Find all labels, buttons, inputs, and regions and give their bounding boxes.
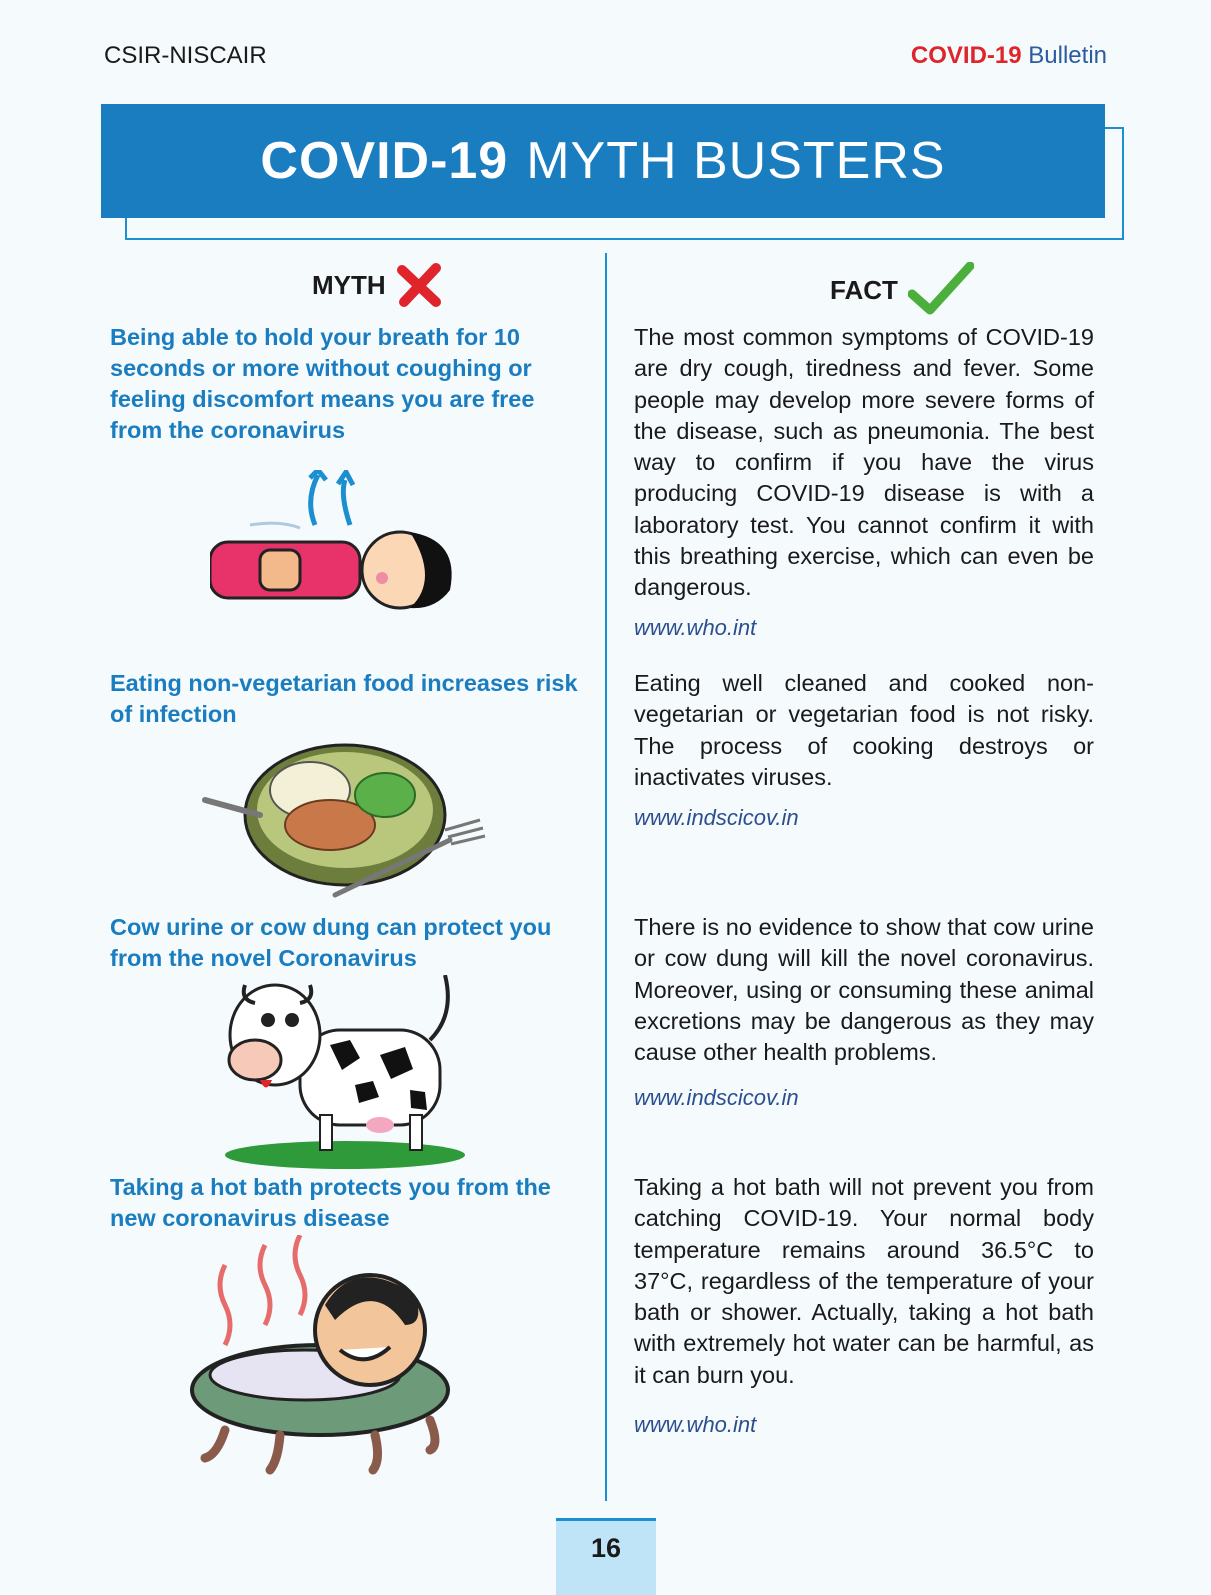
fact-label: FACT	[830, 274, 898, 305]
bulletin-title	[911, 42, 1107, 70]
title-rest: MYTH BUSTERS	[526, 132, 946, 190]
page-title	[101, 104, 1105, 218]
bulletin-highlight: COVID-19	[910, 42, 1022, 69]
cow-illustration	[220, 975, 470, 1170]
myth-text: Eating non-vegetarian food increases risk of infection	[110, 670, 578, 727]
source-link[interactable]: www.who.int	[634, 1412, 757, 1437]
column-divider	[605, 253, 607, 1501]
bulletin-rest: Bulletin	[1028, 42, 1107, 69]
myth-text: Cow urine or cow dung can protect you from the novel Coronavirus	[110, 914, 552, 971]
source-link[interactable]: www.indscicov.in	[634, 805, 799, 830]
breath-hold-illustration	[210, 470, 470, 620]
publisher-name: CSIR-NISCAIR	[104, 42, 267, 69]
fact-text: The most common symptoms of COVID-19 are dry cough, tiredness and fever. Some people may develop more severe forms of the disease, such as pneumonia. The best way to confirm if you have the virus producing COVID-19 disease is with a laboratory test. You cannot confirm it with this breathing exercise, which can even be dangerous.	[634, 324, 1094, 601]
fact-text: There is no evidence to show that cow urine or cow dung will kill the novel coronavirus. Moreover, using or consuming these animal excretions may be dangerous as they may cause other health problems.	[634, 914, 1094, 1066]
hot-bath-illustration	[185, 1235, 455, 1495]
source-link[interactable]: www.indscicov.in	[634, 1085, 799, 1110]
myth-label: MYTH	[312, 269, 386, 300]
source-link[interactable]: www.who.int	[634, 615, 757, 640]
myth-text: Taking a hot bath protects you from the new coronavirus disease	[110, 1174, 551, 1231]
fact-text: Taking a hot bath will not prevent you from catching COVID-19. Your normal body temperature remains around 36.5°C to 37°C, regardless of the temperature of your bath or shower. Actually, taking a hot bath with extremely hot water can be harmful, as it can burn you.	[634, 1174, 1094, 1388]
myth-text: Being able to hold your breath for 10 seconds or more without coughing or feeling discomfort means you are free from the coronavirus	[110, 324, 535, 443]
title-bold: COVID-19	[260, 132, 509, 190]
cross-icon	[396, 262, 442, 308]
check-icon	[908, 262, 974, 318]
myth-column-header	[312, 262, 442, 308]
fact-text: Eating well cleaned and cooked non-vegetarian or vegetarian food is not risky. The process of cooking destroys or inactivates viruses.	[634, 670, 1094, 790]
page-number: 16	[556, 1518, 656, 1595]
food-plate-illustration	[200, 725, 490, 905]
fact-column-header	[830, 262, 974, 318]
